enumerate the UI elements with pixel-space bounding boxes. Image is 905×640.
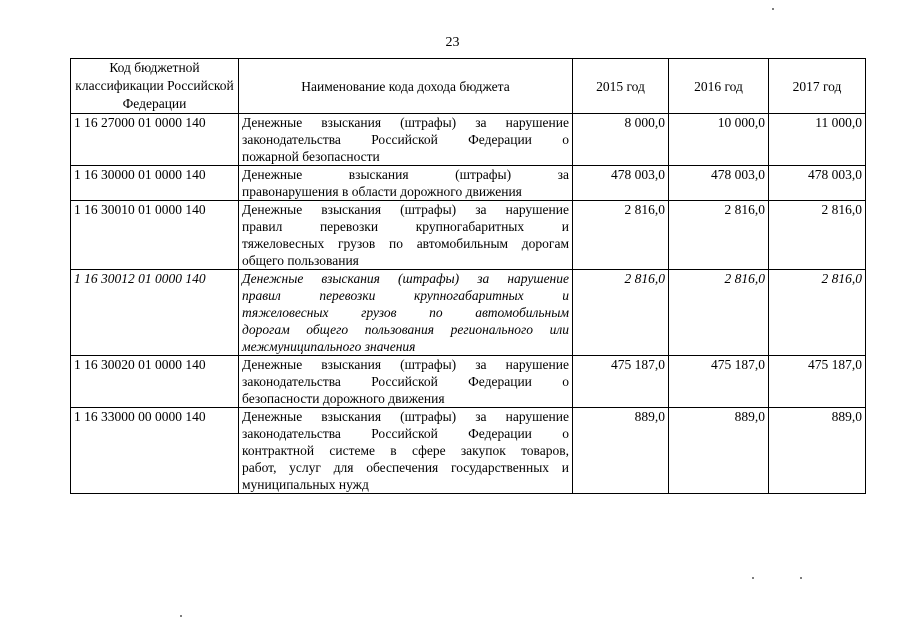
row-name-line: пожарной безопасности <box>242 149 380 164</box>
header-2017: 2017 год <box>769 59 866 114</box>
scan-speck <box>752 577 754 579</box>
header-name: Наименование кода дохода бюджета <box>239 59 573 114</box>
table-row <box>71 270 866 356</box>
row-name-line: Денежные взыскания (штрафы) за нарушение <box>242 115 569 130</box>
row-code: 1 16 30010 01 0000 140 <box>71 201 239 270</box>
row-value-2015: 2 816,0 <box>573 270 669 356</box>
budget-revenue-table <box>70 58 866 494</box>
row-name <box>239 201 573 270</box>
row-value-2015: 478 003,0 <box>573 166 669 201</box>
row-name-line: законодательства Российской Федерации о <box>242 374 569 389</box>
row-code: 1 16 30012 01 0000 140 <box>71 270 239 356</box>
row-value-2015: 8 000,0 <box>573 114 669 166</box>
row-value-2016: 2 816,0 <box>669 270 769 356</box>
table-row <box>71 356 866 408</box>
table-row <box>71 114 866 166</box>
row-value-2017: 475 187,0 <box>769 356 866 408</box>
row-value-2015: 2 816,0 <box>573 201 669 270</box>
row-name-line: правил перевозки крупногабаритных и <box>242 219 569 234</box>
table-row <box>71 408 866 494</box>
scan-speck <box>180 615 182 617</box>
row-name-line: Денежные взыскания (штрафы) за нарушение <box>242 409 569 424</box>
row-name-line: муниципальных нужд <box>242 477 369 492</box>
row-name-line: законодательства Российской Федерации о <box>242 426 569 441</box>
row-value-2016: 475 187,0 <box>669 356 769 408</box>
row-code: 1 16 33000 00 0000 140 <box>71 408 239 494</box>
row-value-2016: 478 003,0 <box>669 166 769 201</box>
row-value-2017: 889,0 <box>769 408 866 494</box>
row-name-line: тяжеловесных грузов по автомобильным <box>242 305 569 320</box>
row-name-line: тяжеловесных грузов по автомобильным дорогам <box>242 236 569 251</box>
row-name-line: правонарушения в области дорожного движения <box>242 184 522 199</box>
row-name-line: общего пользования <box>242 253 359 268</box>
row-name-line: межмуниципального значения <box>242 339 416 354</box>
header-2016: 2016 год <box>669 59 769 114</box>
row-code: 1 16 30020 01 0000 140 <box>71 356 239 408</box>
row-name <box>239 166 573 201</box>
row-name-line: контрактной системе в сфере закупок товаров, <box>242 443 569 458</box>
row-name <box>239 408 573 494</box>
row-name-line: работ, услуг для обеспечения государственных и <box>242 460 569 475</box>
row-name-line: Денежные взыскания (штрафы) за нарушение <box>242 357 569 372</box>
row-name-line: дорогам общего пользования регионального или <box>242 322 569 337</box>
table-row <box>71 166 866 201</box>
page-number: 23 <box>445 35 460 50</box>
table-header-row <box>71 59 866 114</box>
row-value-2017: 2 816,0 <box>769 270 866 356</box>
row-name-line: Денежные взыскания (штрафы) за нарушение <box>242 271 569 286</box>
header-2015: 2015 год <box>573 59 669 114</box>
row-name-line: Денежные взыскания (штрафы) за <box>242 167 569 182</box>
row-name <box>239 270 573 356</box>
row-name <box>239 114 573 166</box>
row-name-line: законодательства Российской Федерации о <box>242 132 569 147</box>
row-value-2015: 889,0 <box>573 408 669 494</box>
row-value-2015: 475 187,0 <box>573 356 669 408</box>
row-name <box>239 356 573 408</box>
row-value-2017: 478 003,0 <box>769 166 866 201</box>
row-name-line: Денежные взыскания (штрафы) за нарушение <box>242 202 569 217</box>
scan-speck <box>772 8 774 10</box>
row-value-2016: 889,0 <box>669 408 769 494</box>
row-code: 1 16 27000 01 0000 140 <box>71 114 239 166</box>
header-code: Код бюджетной классификации Российской Федерации <box>71 59 239 114</box>
row-value-2016: 2 816,0 <box>669 201 769 270</box>
row-name-line: правил перевозки крупногабаритных и <box>242 288 569 303</box>
scan-speck <box>800 577 802 579</box>
row-value-2016: 10 000,0 <box>669 114 769 166</box>
row-value-2017: 11 000,0 <box>769 114 866 166</box>
row-name-line: безопасности дорожного движения <box>242 391 445 406</box>
row-code: 1 16 30000 01 0000 140 <box>71 166 239 201</box>
row-value-2017: 2 816,0 <box>769 201 866 270</box>
table-row <box>71 201 866 270</box>
